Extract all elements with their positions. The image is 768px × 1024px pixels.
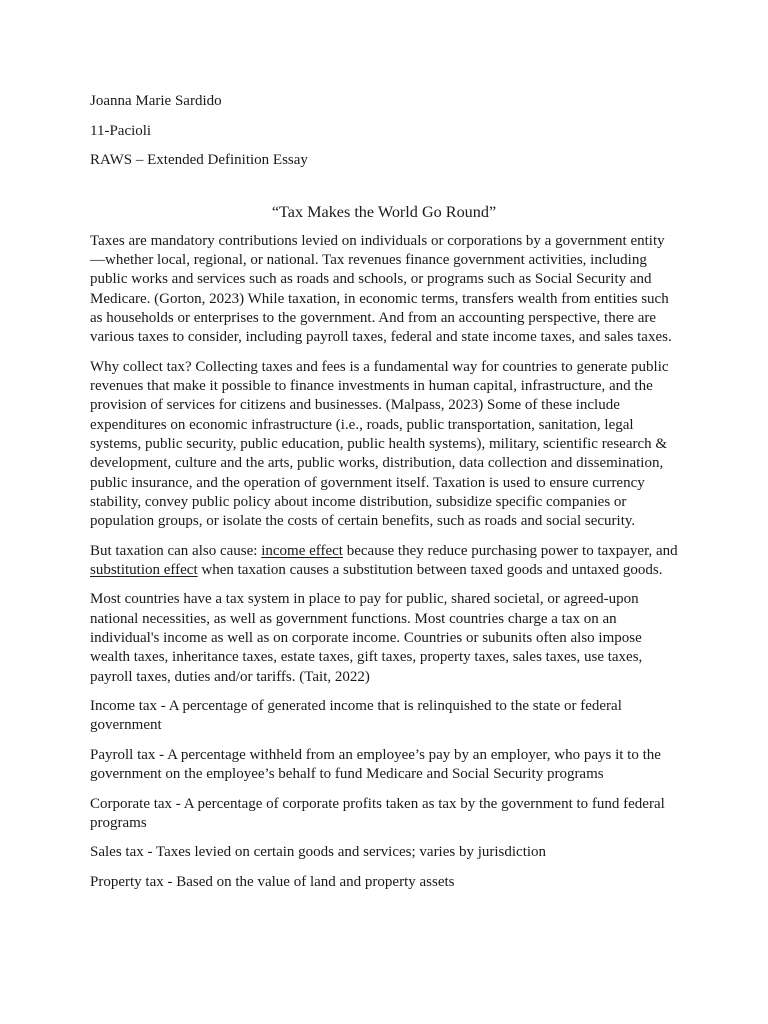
effects-text-3: when taxation causes a substitution between taxed goods and untaxed goods. [197,561,663,578]
paragraph-why-collect: Why collect tax? Collecting taxes and fees is a fundamental way for countries to generate public revenues that make it possible to finance investments in human capital, infrastructure, and the provision of services for citizens and businesses. (Malpass, 2023) Some of these include expenditures on economic infrastructure (i.e., roads, public transportation, sanitation, legal systems, public security, public education, public health systems), military, scientific research & development, culture and the arts, public works, distribution, data collection and dissemination, public insurance, and the operation of government itself. Taxation is used to ensure currency stability, convey public policy about income distribution, subsidize specific companies or population groups, or isolate the costs of certain benefits, such as roads and social security. [90,358,669,530]
effects-text-1: But taxation can also cause: [90,542,262,559]
course-title: RAWS – Extended Definition Essay [90,152,308,169]
author-name: Joanna Marie Sardido [90,93,222,109]
definition-sales-tax: Sales tax - Taxes levied on certain goods and services; varies by jurisdiction [90,844,547,861]
paragraph-effects [90,542,678,581]
definition-payroll-tax: Payroll tax - A percentage withheld from an employee’s pay by an employer, who pays it to the government on the employee’s behalf to fund Medicare and Social Security programs [90,746,661,783]
essay-title: “Tax Makes the World Go Round” [271,203,497,222]
substitution-effect-term: substitution effect [90,561,198,578]
class-section: 11-Pacioli [90,122,152,139]
income-effect-term: income effect [261,542,343,559]
effects-text-2: because they reduce purchasing power to taxpayer, and [342,542,678,559]
definition-corporate-tax: Corporate tax - A percentage of corporate profits taken as tax by the government to fund federal programs [90,795,665,831]
definition-property-tax: Property tax - Based on the value of land and property assets [90,873,455,890]
definition-income-tax: Income tax - A percentage of generated income that is relinquished to the state or federal government [90,698,622,734]
paragraph-definition: Taxes are mandatory contributions levied on individuals or corporations by a government entity —whether local, regional, or national. Tax revenues finance government activities, including public works and services such as roads and schools, or programs such as Social Security and Medicare. (Gorton, 2023) While taxation, in economic terms, transfers wealth from entities such as households or enterprises to the government. And from an accounting perspective, there are various taxes to consider, including payroll taxes, federal and state income taxes, and sales taxes. [90,232,672,346]
paragraph-tax-systems: Most countries have a tax system in place to pay for public, shared societal, or agreed-upon national necessities, as well as government functions. Most countries charge a tax on an individual's income as well as on corporate income. Countries or subunits often also impose wealth taxes, inheritance taxes, estate taxes, gift taxes, property taxes, sales taxes, use taxes, payroll taxes, duties and/or tariffs. (Tait, 2022) [90,591,643,685]
